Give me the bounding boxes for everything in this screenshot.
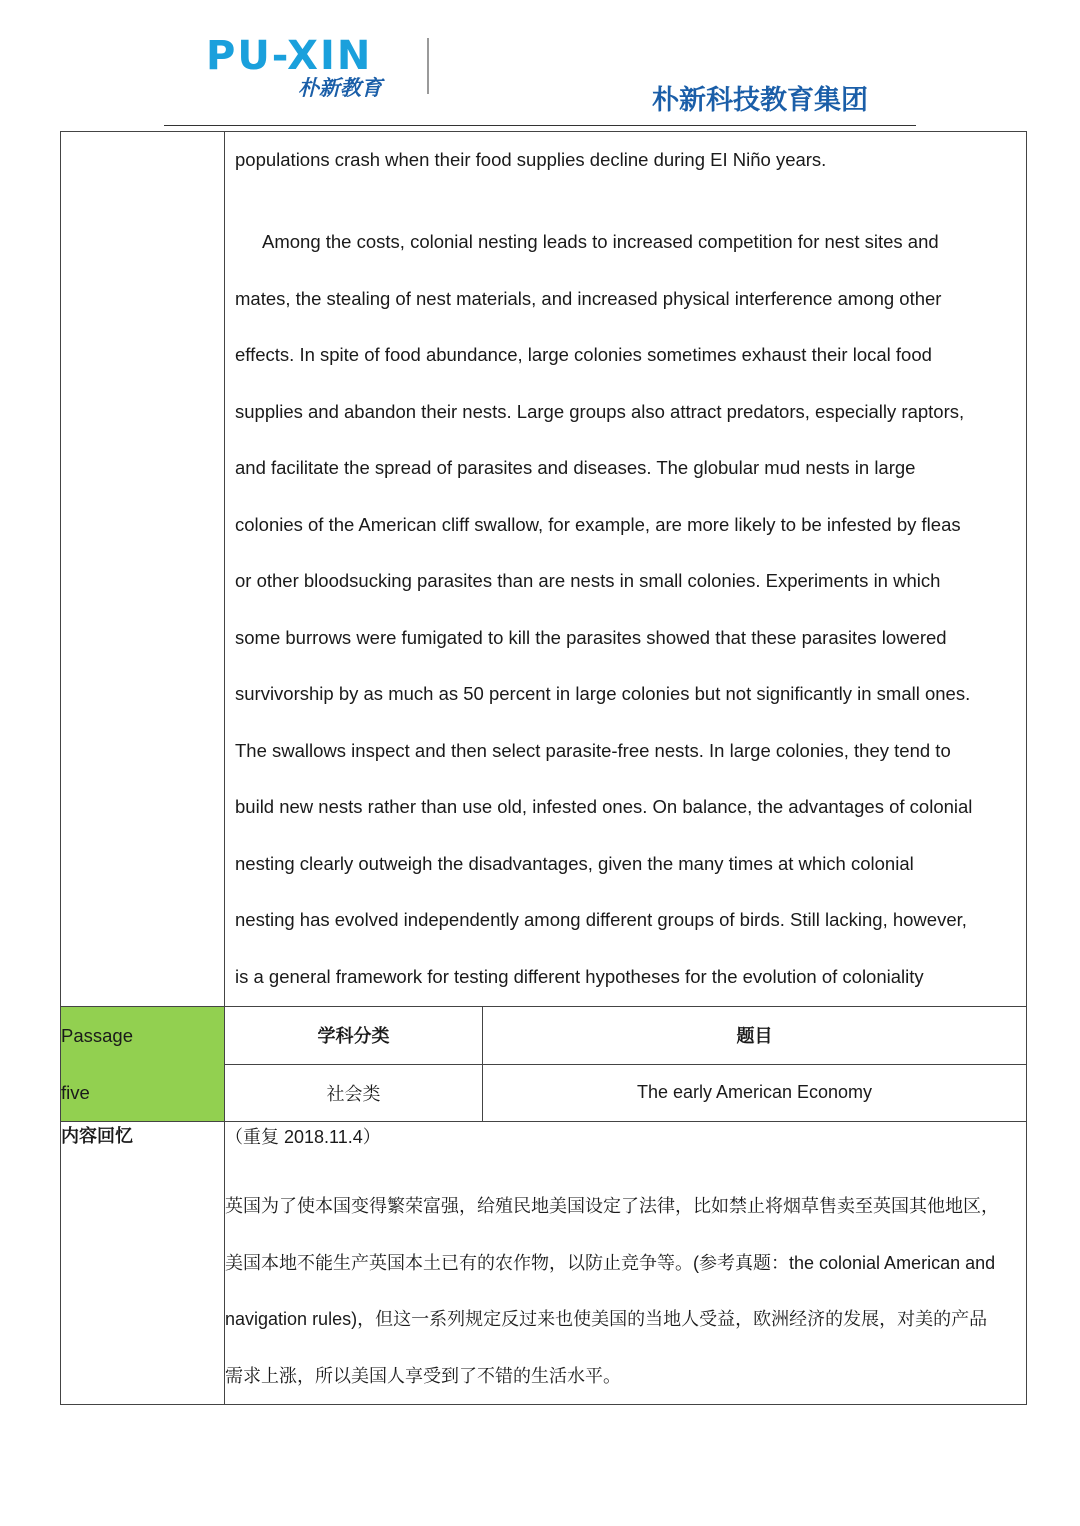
recall-label-cell: [61, 1122, 225, 1405]
passage-line: nesting has evolved independently among different groups of birds. Still lacking, however,: [235, 909, 967, 930]
passage-line: and facilitate the spread of parasites and diseases. The globular mud nests in large: [235, 457, 916, 478]
passage-line: build new nests rather than use old, infested ones. On balance, the advantages of colonial: [235, 796, 973, 817]
recall-line: 美国本地不能生产英国本土已有的农作物，以防止竞争等。(参考真题：the colonial American and: [225, 1252, 996, 1273]
title-header: 题目: [736, 1026, 773, 1047]
title-value: The early American Economy: [636, 1082, 873, 1103]
recall-line: 英国为了使本国变得繁荣富强，给殖民地美国设定了法律，比如禁止将烟草售卖至英国其他地区，: [225, 1196, 999, 1216]
passage-line: colonies of the American cliff swallow, for example, are more likely to be infested by fleas: [235, 513, 961, 535]
passage-line: mates, the stealing of nest materials, and increased physical interference among other: [235, 287, 942, 309]
passage-line: effects. In spite of food abundance, large colonies sometimes exhaust their local food: [235, 344, 932, 365]
recall-row: [61, 1122, 1027, 1405]
empty-label-cell: [61, 132, 225, 1007]
passage-line: The swallows inspect and then select parasite-free nests. In large colonies, they tend to: [235, 739, 951, 761]
passage-line: some burrows were fumigated to kill the parasites showed that these parasites lowered: [235, 626, 947, 648]
header-rule: [164, 125, 916, 126]
subject-cell: [225, 1064, 483, 1122]
passage-header-row: [61, 1007, 1027, 1065]
subject-header-cell: [225, 1007, 483, 1065]
logo-divider: [427, 38, 429, 94]
page-header: [0, 0, 1080, 130]
passage-line: or other bloodsucking parasites than are nests in small colonies. Experiments in which: [235, 570, 941, 591]
logo-wordmark: PU-XIN: [206, 33, 373, 79]
recall-note: （重复 2018.11.4）: [225, 1127, 381, 1147]
puxin-logo: [206, 34, 416, 98]
passage-text: [225, 132, 1026, 1005]
passage-text-row: [61, 132, 1027, 1007]
passage-line: populations crash when their food supplies decline during EI Niño years.: [235, 149, 827, 170]
passage-line: is a general framework for testing different hypotheses for the evolution of coloniality: [235, 965, 924, 987]
recall-label: 内容回忆: [61, 1126, 133, 1146]
passage-line: Among the costs, colonial nesting leads to increased competition for nest sites and: [262, 231, 939, 252]
title-cell: [483, 1064, 1027, 1122]
passage-line: supplies and abandon their nests. Large groups also attract predators, especially raptors,: [235, 400, 965, 422]
logo-chinese-name: 朴新教育: [298, 76, 382, 100]
passage-line: nesting clearly outweigh the disadvantages, given the many times at which colonial: [235, 852, 914, 874]
passage-label-cell: [61, 1007, 225, 1122]
recall-line: 需求上涨，所以美国人享受到了不错的生活水平。: [225, 1365, 621, 1386]
passage-table: [60, 131, 1027, 1405]
paragraph-gap: [235, 188, 1018, 214]
passage-line: survivorship by as much as 50 percent in large colonies but not significantly in small ones.: [235, 683, 971, 704]
passage-number: five: [61, 1082, 90, 1103]
recall-line: navigation rules)，但这一系列规定反过来也使美国的当地人受益，欧洲经济的发展，对美的产品: [225, 1309, 988, 1329]
passage-text-cell: [225, 132, 1027, 1007]
recall-content-cell: [225, 1122, 1027, 1405]
company-name: 朴新科技教育集团: [652, 85, 868, 116]
title-header-cell: [483, 1007, 1027, 1065]
subject-header: 学科分类: [317, 1026, 390, 1047]
passage-label: Passage: [61, 1025, 133, 1046]
subject-value: 社会类: [326, 1083, 381, 1104]
